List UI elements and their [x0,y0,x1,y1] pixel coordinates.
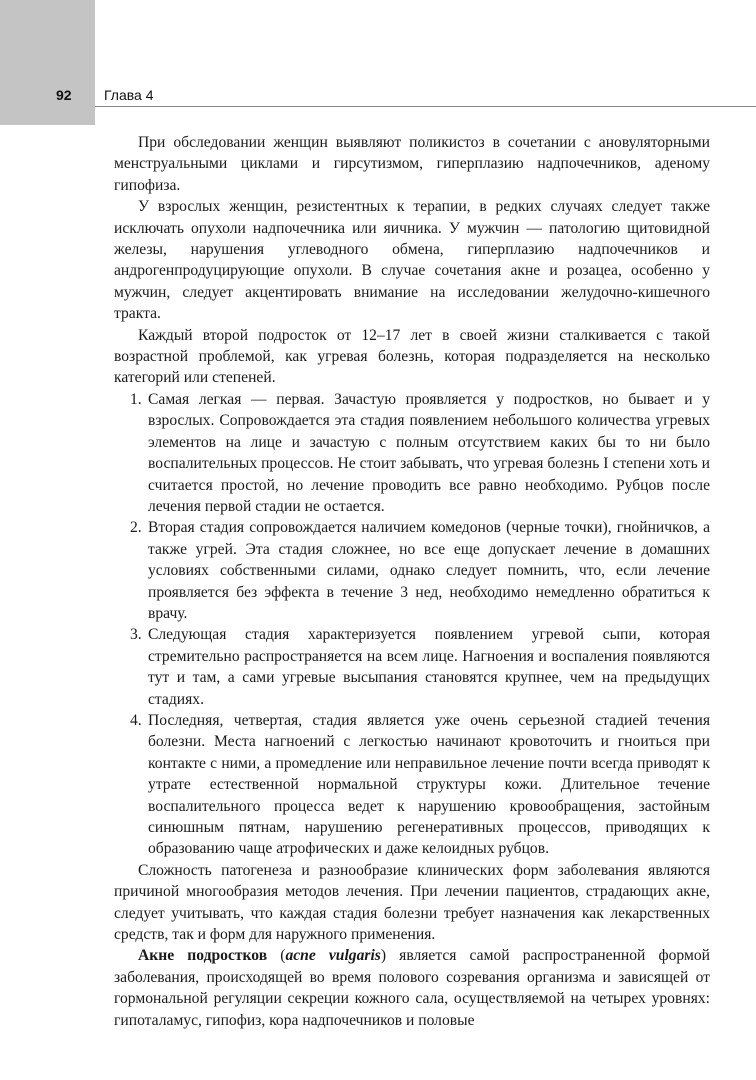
list-number: 2. [130,519,142,537]
paragraph-3: Каждый второй подросток от 12–17 лет в своей жизни сталкивается с такой возрастной проблемой, как угревая болезнь, которая подразделяется на несколько категорий или степеней. [114,326,710,387]
header-divider [95,106,756,107]
paragraph-5-text: ) является самой распространенной формой заболевания, происходящей во время полового созревания организма и зависящей от гормональной регуляции секреции кожного сала, осуществляемой на четырех уровнях: гипоталамус, гипофиз, кора надпочечников и половые [114,947,710,1029]
paragraph-2: У взрослых женщин, резистентных к терапии, в редких случаях следует также исключать опухоли надпочечника или яичника. У мужчин — патологию щитовидной железы, нарушения углеводного обмена, гиперплазию надпочечников и андрогенпродуцирующие опухоли. В случае сочетания акне и розацеа, особенно у мужчин, следует акцентировать внимание на исследовании желудочно-кишечного тракта. [114,198,710,323]
list-item [114,710,710,860]
chapter-label: Глава 4 [104,87,154,103]
list-item [114,624,710,710]
paren-open: ( [267,947,286,965]
list-number: 1. [130,390,142,408]
list-item [114,517,710,624]
list-number: 4. [130,711,142,729]
list-item-text: Самая легкая — первая. Зачастую проявляется у подростков, но бывает и у взрослых. Сопровождается эта стадия появлением небольшого количества угревых элементов на лице и зачастую с полным отсутствием каких бы то ни было воспалительных процессов. Не стоит забывать, что угревая болезнь I степени хоть и считается простой, но лечение проводить все равно необходимо. Рубцов после лечения первой стадии не остается. [148,390,710,515]
paragraph-1: При обследовании женщин выявляют поликистоз в сочетании с ановуляторными менструальными циклами и гирсутизмом, гиперплазию надпочечников, аденому гипофиза. [114,134,710,194]
list-item-text: Следующая стадия характеризуется появлением угревой сыпи, которая стремительно распространяется на всем лице. Нагноения и воспаления появляются тут и там, а сами угревые высыпания становятся крупнее, чем на предыдущих стадиях. [148,626,710,708]
list-number: 3. [130,626,142,644]
term-acne-teen: Акне подростков [138,947,268,965]
page-corner-block [0,0,95,125]
term-acne-latin: acne vulgaris [285,947,381,965]
list-item-text: Вторая стадия сопровождается наличием комедонов (черные точки), гнойничков, а также угрей. Эта стадия сложнее, но все еще допускает лечение в домашних условиях собственными силами, однако следует помнить, что, если лечение проявляется без эффекта в течение 3 нед, необходимо немедленно обратиться к врачу. [148,519,710,622]
stage-list [114,389,710,860]
page-number: 92 [56,87,72,103]
list-item [114,389,710,517]
body-text [114,132,710,1031]
paragraph-5 [114,945,710,1031]
list-item-text: Последняя, четвертая, стадия является уже очень серьезной стадией течения болезни. Места нагноений с легкостью начинают кровоточить и гноиться при контакте с ними, а промедление или неправильное лечение почти всегда приводят к утрате естественной нормальной структуры кожи. Длительное течение воспалительного процесса ведет к нарушению кровообращения, застойным синюшным пятнам, нарушению регенеративных процессов, приводящих к образованию чаще атрофических и даже келоидных рубцов. [148,711,710,858]
paragraph-4: Сложность патогенеза и разнообразие клинических форм заболевания являются причиной многообразия методов лечения. При лечении пациентов, страдающих акне, следует учитывать, что каждая стадия болезни требует назначения как лекарственных средств, так и форм для наружного применения. [114,861,710,944]
